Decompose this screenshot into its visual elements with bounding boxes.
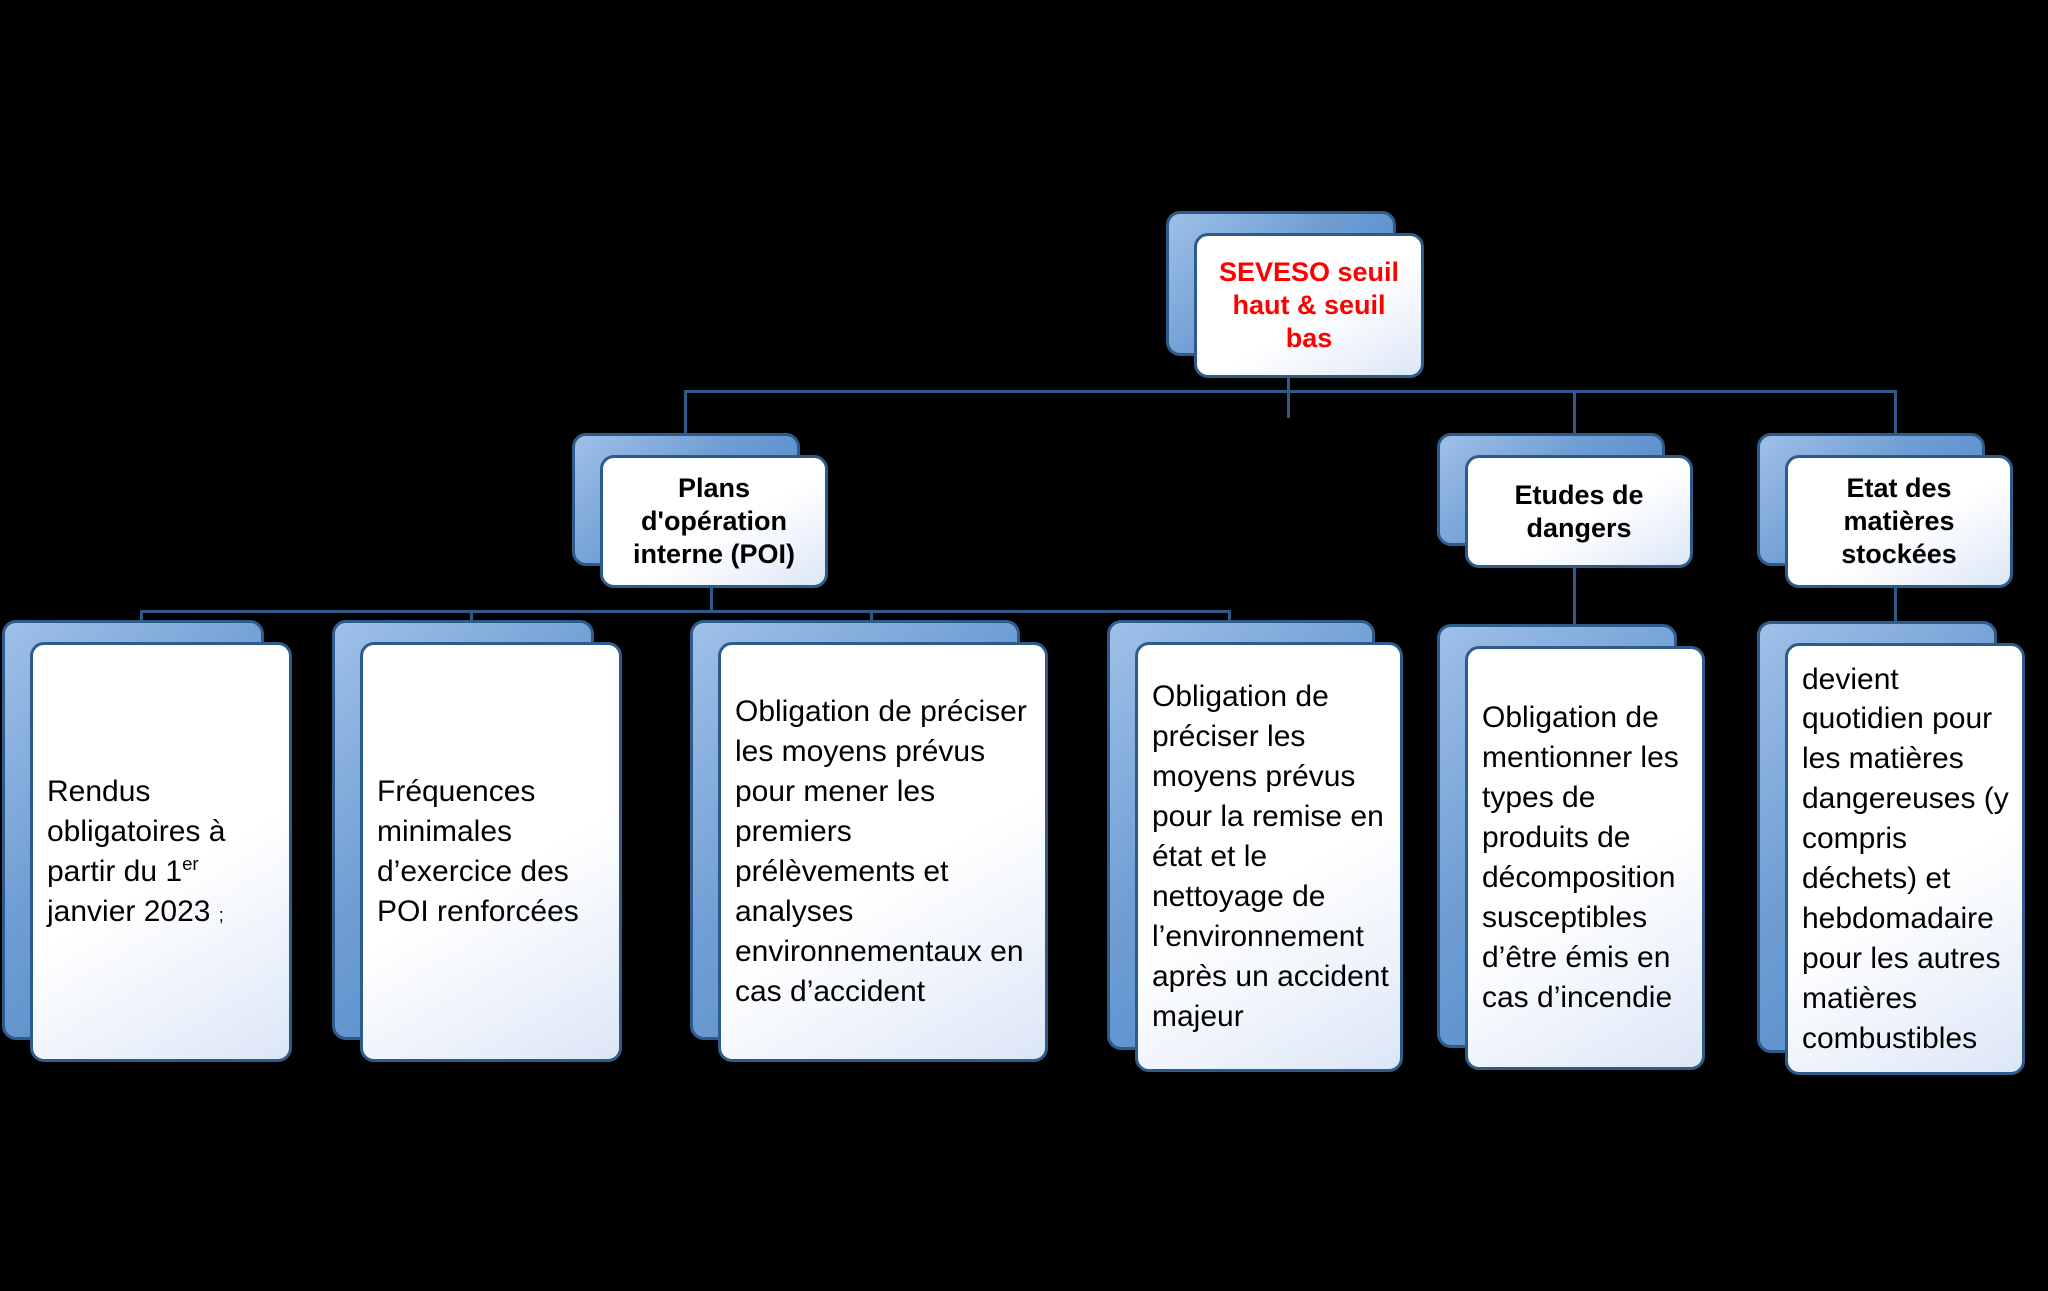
node-leaf-3-label: Obligation de préciser les moyens prévus pour mener les premiers prélèvements et analyses environnementaux en cas d’accident: [735, 695, 1027, 1008]
node-root-label: SEVESO seuil haut & seuil bas: [1218, 257, 1400, 353]
node-root-face: [1194, 233, 1424, 378]
node-poi-face: [600, 455, 828, 588]
node-leaf-4-face: [1135, 642, 1403, 1072]
node-poi-label: Plans d'opération interne (POI): [632, 473, 795, 569]
node-etudes[interactable]: [1465, 455, 1693, 568]
node-poi[interactable]: [600, 455, 828, 588]
node-leaf-4-label: Obligation de préciser les moyens prévus pour la remise en état et le nettoyage de l’environnement après un accident majeur: [1152, 680, 1389, 1033]
node-leaf-3[interactable]: [718, 642, 1048, 1062]
node-leaf-6-face: [1785, 643, 2025, 1075]
node-leaf-1-face: [30, 642, 292, 1062]
connector-bus-leaves: [140, 610, 1230, 613]
node-root[interactable]: [1194, 233, 1424, 378]
node-leaf-6[interactable]: [1785, 643, 2025, 1075]
node-leaf-1-label: Rendus obligatoires à partir du 1er janvier 2023 ;: [47, 775, 226, 928]
node-leaf-2[interactable]: [360, 642, 622, 1062]
node-leaf-3-face: [718, 642, 1048, 1062]
connector-bus-level2: [684, 390, 1894, 393]
node-etat[interactable]: [1785, 455, 2013, 588]
node-leaf-2-label: Fréquences minimales d’exercice des POI renforcées: [377, 775, 579, 928]
node-leaf-2-face: [360, 642, 622, 1062]
node-leaf-6-label: devient quotidien pour les matières dangereuses (y compris déchets) et hebdomadaire pour les autres matières combustibles: [1802, 662, 2009, 1055]
node-leaf-5[interactable]: [1465, 646, 1705, 1070]
node-etat-label: Etat des matières stockées: [1841, 473, 1957, 569]
node-leaf-5-face: [1465, 646, 1705, 1070]
node-leaf-4[interactable]: [1135, 642, 1403, 1072]
node-etat-face: [1785, 455, 2013, 588]
node-leaf-5-label: Obligation de mentionner les types de produits de décomposition susceptibles d’être émis en cas d’incendie: [1482, 701, 1679, 1014]
node-etudes-label: Etudes de dangers: [1514, 479, 1644, 543]
connector-root-down: [1287, 378, 1290, 418]
node-etudes-face: [1465, 455, 1693, 568]
node-leaf-1[interactable]: [30, 642, 292, 1062]
